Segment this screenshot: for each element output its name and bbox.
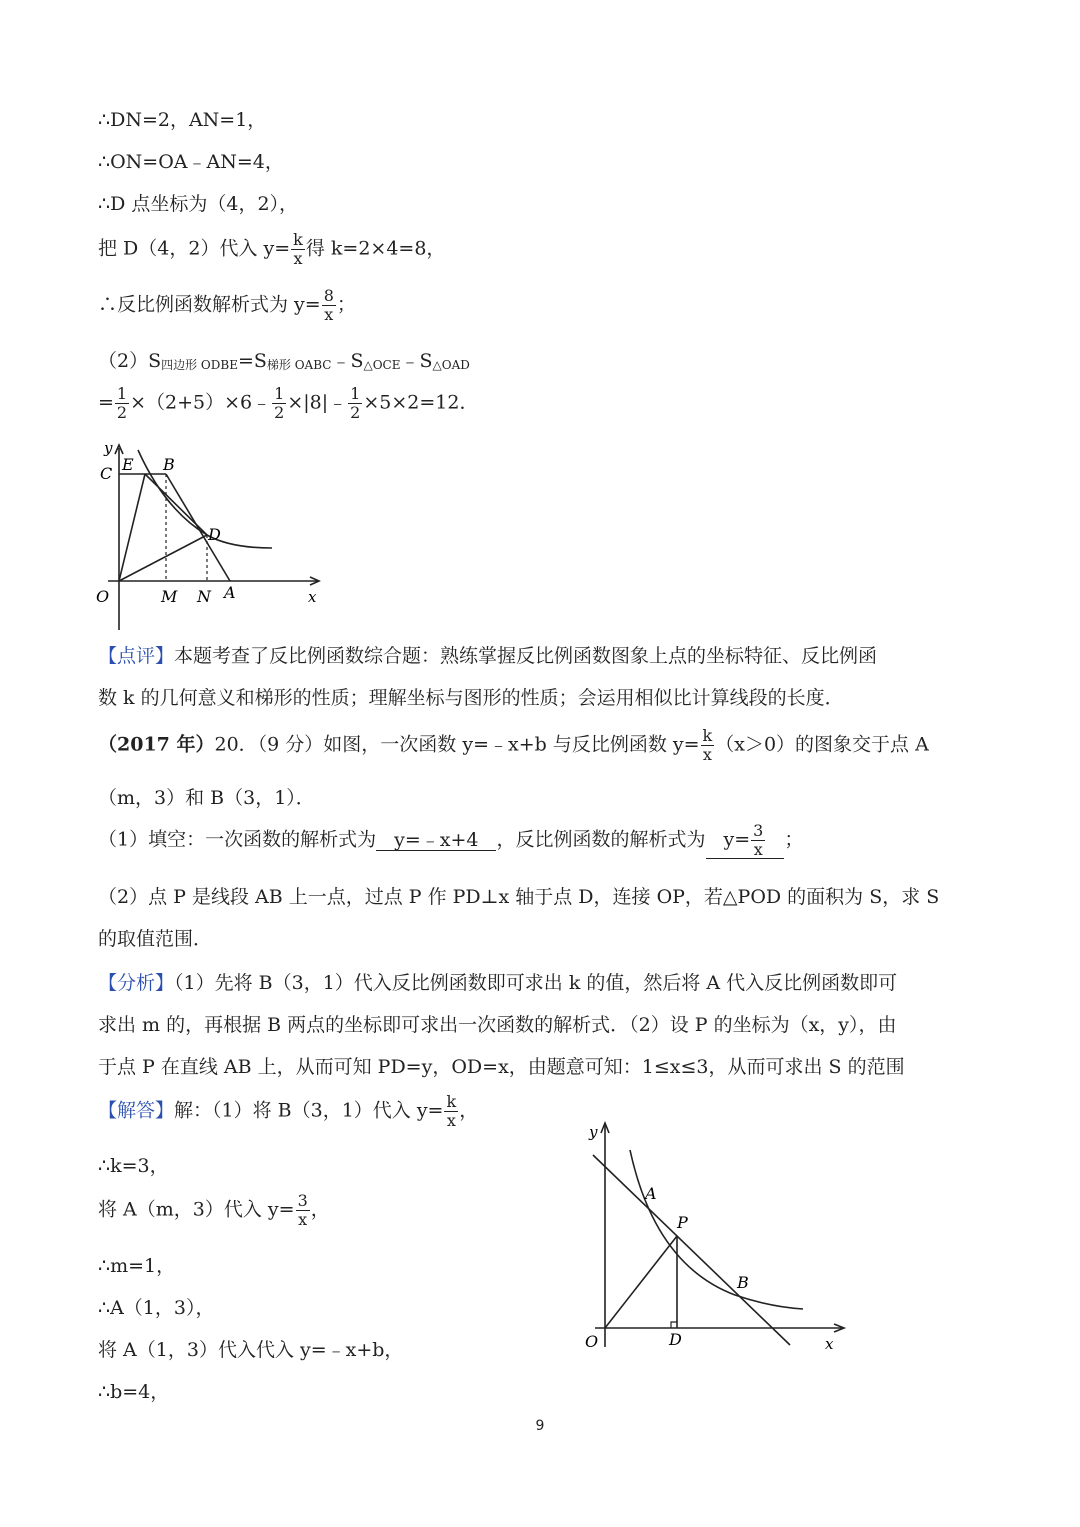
answer-line-2: ∴k=3， bbox=[98, 1155, 169, 1177]
answer-line-4: ∴m=1， bbox=[98, 1255, 176, 1277]
label-m: M bbox=[161, 587, 178, 606]
line-on: ∴ON=OA﹣AN=4， bbox=[98, 151, 284, 173]
label-x-2: x bbox=[825, 1335, 834, 1353]
fraction-k-over-x-2: $\frac{k}{x}$ bbox=[702, 726, 713, 764]
figure-trapezoid-hyperbola bbox=[90, 440, 330, 635]
label-y: y bbox=[104, 440, 113, 457]
label-e: E bbox=[122, 455, 134, 474]
segment-ed bbox=[145, 474, 207, 535]
label-o-2: O bbox=[585, 1332, 599, 1351]
page-number: 9 bbox=[535, 1418, 545, 1434]
label-a: A bbox=[224, 583, 236, 602]
answer-line-1: 【解答】解：（1）将 B（3，1）代入 y= $\frac{k}{x}$ ， bbox=[98, 1092, 479, 1130]
problem-line-4: （2）点 P 是线段 AB 上一点，过点 P 作 PD⊥x 轴于点 D，连接 OP，若△POD 的面积为 S，求 S bbox=[98, 886, 940, 908]
comment-tag: 【点评】 bbox=[98, 645, 175, 667]
answer-line-5: ∴A（1，3）， bbox=[98, 1297, 215, 1319]
comment-line-2: 数 k 的几何意义和梯形的性质；理解坐标与图形的性质；会运用相似比计算线段的长度． bbox=[98, 687, 844, 709]
answer-blank-2: y= $\frac{3}{x}$ bbox=[706, 823, 785, 859]
label-a-2: A bbox=[645, 1184, 657, 1203]
label-c: C bbox=[100, 464, 113, 483]
label-o: O bbox=[96, 587, 110, 606]
segment-od bbox=[119, 535, 207, 581]
line-d-coord: ∴D 点坐标为（4，2）， bbox=[98, 193, 299, 215]
answer-line-7: ∴b=4， bbox=[98, 1381, 170, 1403]
answer-line-3: 将 A（m，3）代入 y= $\frac{3}{x}$ ， bbox=[98, 1191, 330, 1229]
analysis-line-2: 求出 m 的，再根据 B 两点的坐标即可求出一次函数的解析式．（2）设 P 的坐标为（x，y），由 bbox=[98, 1014, 897, 1036]
right-angle-mark bbox=[671, 1322, 677, 1328]
answer-tag: 【解答】 bbox=[98, 1099, 175, 1122]
label-b: B bbox=[163, 455, 175, 474]
hyperbola-curve-2 bbox=[630, 1150, 803, 1309]
answer-line-6: 将 A（1，3）代入代入 y=﹣x+b， bbox=[98, 1339, 404, 1361]
line-substitute-d: 把 D（4，2）代入 y= $\frac{k}{x}$ 得 k=2×4=8， bbox=[98, 230, 446, 268]
problem-year: （2017 年） bbox=[98, 733, 215, 756]
fraction-8-over-x: $\frac{8}{x}$ bbox=[323, 286, 334, 324]
problem-line-5: 的取值范围． bbox=[98, 928, 213, 950]
line-inverse-expression: ∴反比例函数解析式为 y= $\frac{8}{x}$ ； bbox=[98, 286, 356, 324]
fraction-3-over-x-2: $\frac{3}{x}$ bbox=[297, 1191, 308, 1229]
fraction-k-over-x: $\frac{k}{x}$ bbox=[293, 230, 303, 268]
analysis-line-1: 【分析】（1）先将 B（3，1）代入反比例函数即可求出 k 的值，然后将 A 代入反比例函数即可 bbox=[98, 972, 898, 994]
fraction-3-over-x-1: $\frac{3}{x}$ bbox=[753, 821, 764, 859]
label-x: x bbox=[308, 588, 317, 606]
label-n: N bbox=[197, 587, 211, 606]
fraction-half-1: $\frac{1}{2}$ bbox=[116, 384, 128, 422]
problem-line-1: （2017 年）20．（9 分）如图，一次函数 y=﹣x+b 与反比例函数 y= $\frac{k}{x}$ （x＞0）的图象交于点 A bbox=[98, 726, 929, 764]
hyperbola-curve bbox=[138, 450, 272, 548]
label-d-2: D bbox=[669, 1330, 682, 1349]
fraction-half-3: $\frac{1}{2}$ bbox=[350, 384, 361, 422]
line-ab bbox=[593, 1155, 790, 1345]
line-area-result: = $\frac{1}{2}$ ×（2+5）×6﹣ $\frac{1}{2}$ ×|8|﹣ $\frac{1}{2}$ ×5×2=12． bbox=[98, 384, 479, 422]
analysis-tag: 【分析】 bbox=[98, 972, 175, 994]
line-dn-an: ∴DN=2，AN=1， bbox=[98, 109, 267, 131]
figure-line-hyperbola bbox=[575, 1115, 855, 1365]
segment-op bbox=[605, 1236, 677, 1328]
comment-line-1: 【点评】本题考查了反比例函数综合题：熟练掌握反比例函数图象上点的坐标特征、反比例函 bbox=[98, 645, 878, 667]
answer-blank-1: y=﹣x+4 bbox=[376, 831, 496, 851]
fraction-k-over-x-3: $\frac{k}{x}$ bbox=[446, 1092, 457, 1130]
fraction-half-2: $\frac{1}{2}$ bbox=[274, 384, 285, 422]
label-d: D bbox=[208, 525, 221, 544]
label-y-2: y bbox=[589, 1123, 598, 1141]
problem-line-3: （1）填空：一次函数的解析式为 y=﹣x+4 ，反比例函数的解析式为 y= $\frac{3}{x}$ ； bbox=[98, 821, 804, 859]
analysis-line-3: 于点 P 在直线 AB 上，从而可知 PD=y，OD=x，由题意可知：1≤x≤3，从而可求出 S 的范围 bbox=[98, 1056, 905, 1078]
label-p: P bbox=[677, 1213, 688, 1232]
line-area-formula: （2）S四边形 ODBE=S梯形 OABC﹣S△OCE﹣S△OAD bbox=[98, 350, 470, 372]
label-b-2: B bbox=[737, 1273, 749, 1292]
segment-oe bbox=[119, 474, 145, 581]
problem-line-2: （m，3）和 B（3，1）． bbox=[98, 787, 315, 809]
